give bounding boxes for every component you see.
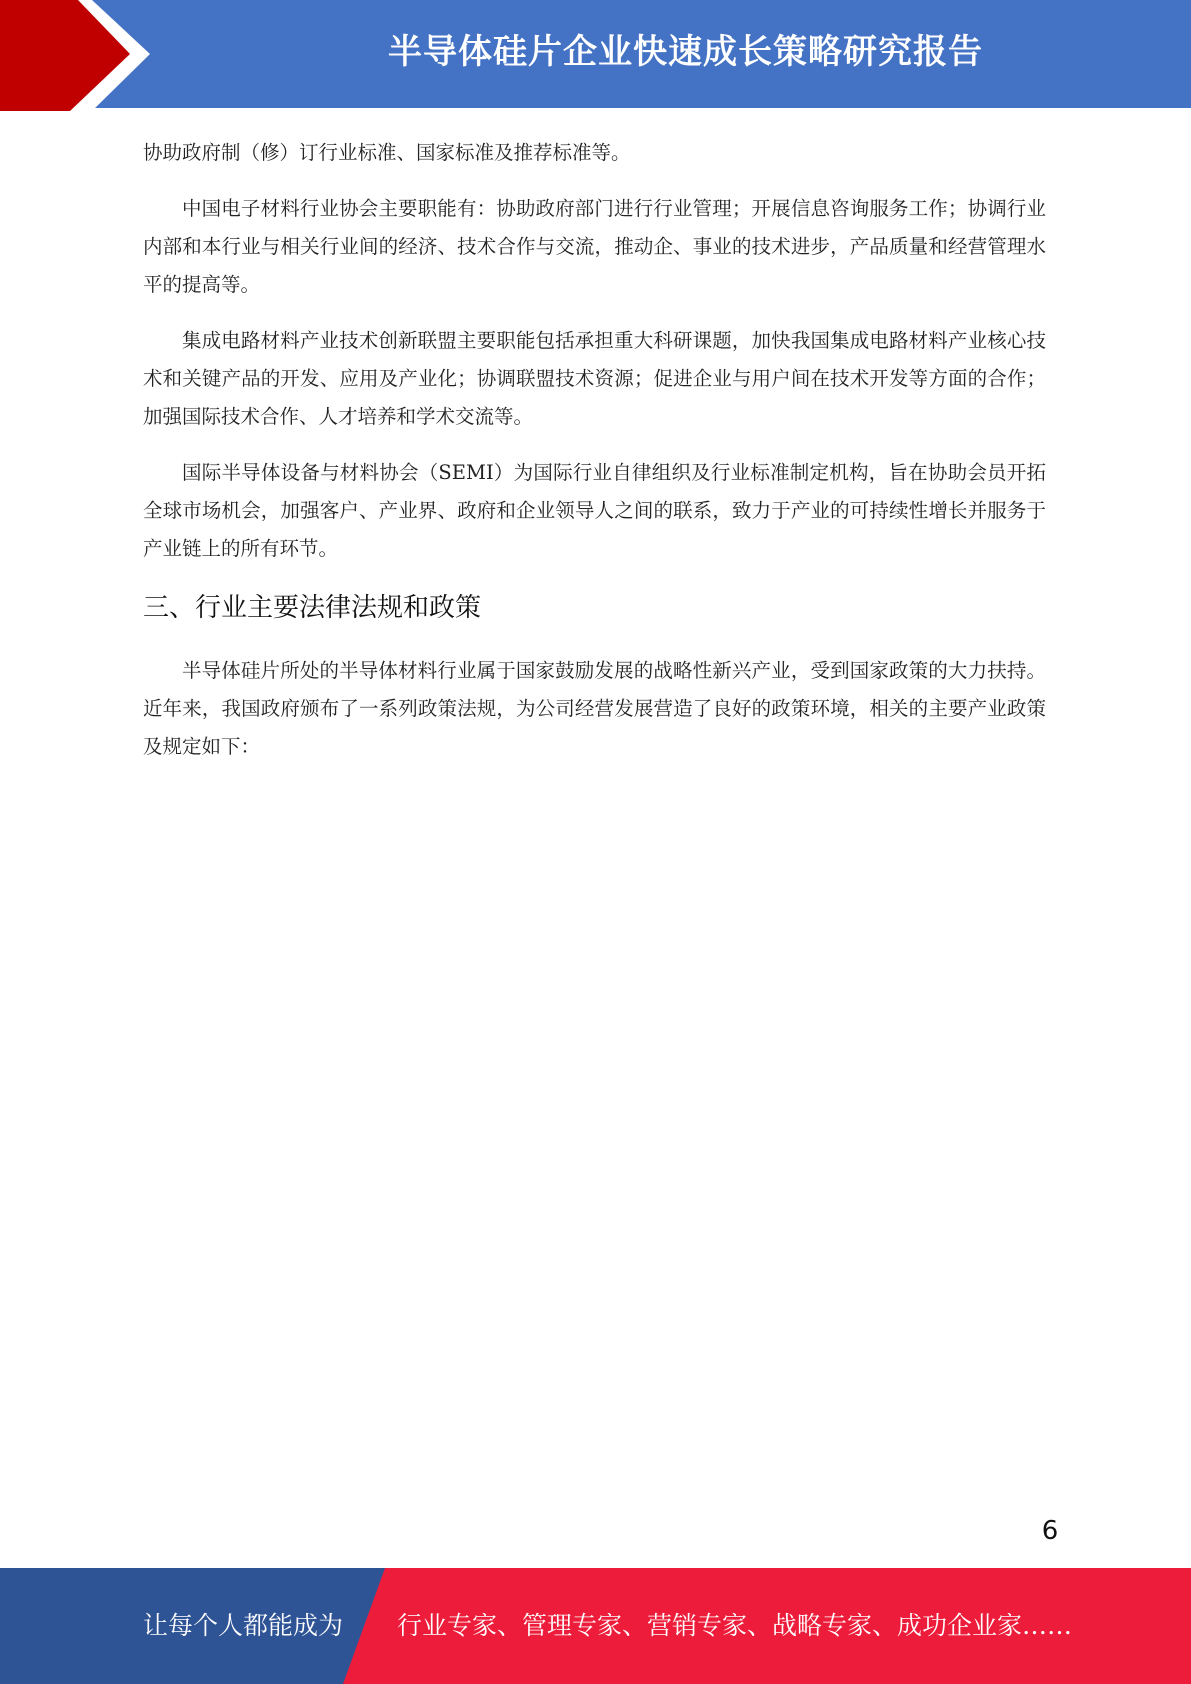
paragraph-3: 集成电路材料产业技术创新联盟主要职能包括承担重大科研课题，加快我国集成电路材料产业核心技术和关键产品的开发、应用及产业化；协调联盟技术资源；促进企业与用户间在技术开发等方面的合作；加强国际技术合作、人才培养和学术交流等。 <box>143 329 1046 428</box>
paragraph-2: 中国电子材料行业协会主要职能有：协助政府部门进行行业管理；开展信息咨询服务工作；协调行业内部和本行业与相关行业间的经济、技术合作与交流，推动企、事业的技术进步，产品质量和经营管理水平的提高等。 <box>143 197 1046 296</box>
document-title: 半导体硅片企业快速成长策略研究报告 <box>388 32 983 72</box>
footer-banner <box>0 1568 1191 1684</box>
page-number: 6 <box>1041 1516 1059 1546</box>
document-body <box>143 134 1046 784</box>
footer-slogan-right: 行业专家、管理专家、营销专家、战略专家、成功企业家…… <box>397 1611 1073 1640</box>
footer-slogan-left: 让每个人都能成为 <box>143 1611 344 1640</box>
paragraph-4: 国际半导体设备与材料协会（SEMI）为国际行业自律组织及行业标准制定机构，旨在协助会员开拓全球市场机会，加强客户、产业界、政府和企业领导人之间的联系，致力于产业的可持续性增长并服务于产业链上的所有环节。 <box>143 461 1046 560</box>
section-heading: 三、行业主要法律法规和政策 <box>143 593 482 623</box>
paragraph-5: 半导体硅片所处的半导体材料行业属于国家鼓励发展的战略性新兴产业，受到国家政策的大力扶持。近年来，我国政府颁布了一系列政策法规，为公司经营发展营造了良好的政策环境，相关的主要产业政策及规定如下： <box>143 659 1046 758</box>
paragraph-1: 协助政府制（修）订行业标准、国家标准及推荐标准等。 <box>143 141 631 164</box>
header-banner <box>0 0 1191 111</box>
